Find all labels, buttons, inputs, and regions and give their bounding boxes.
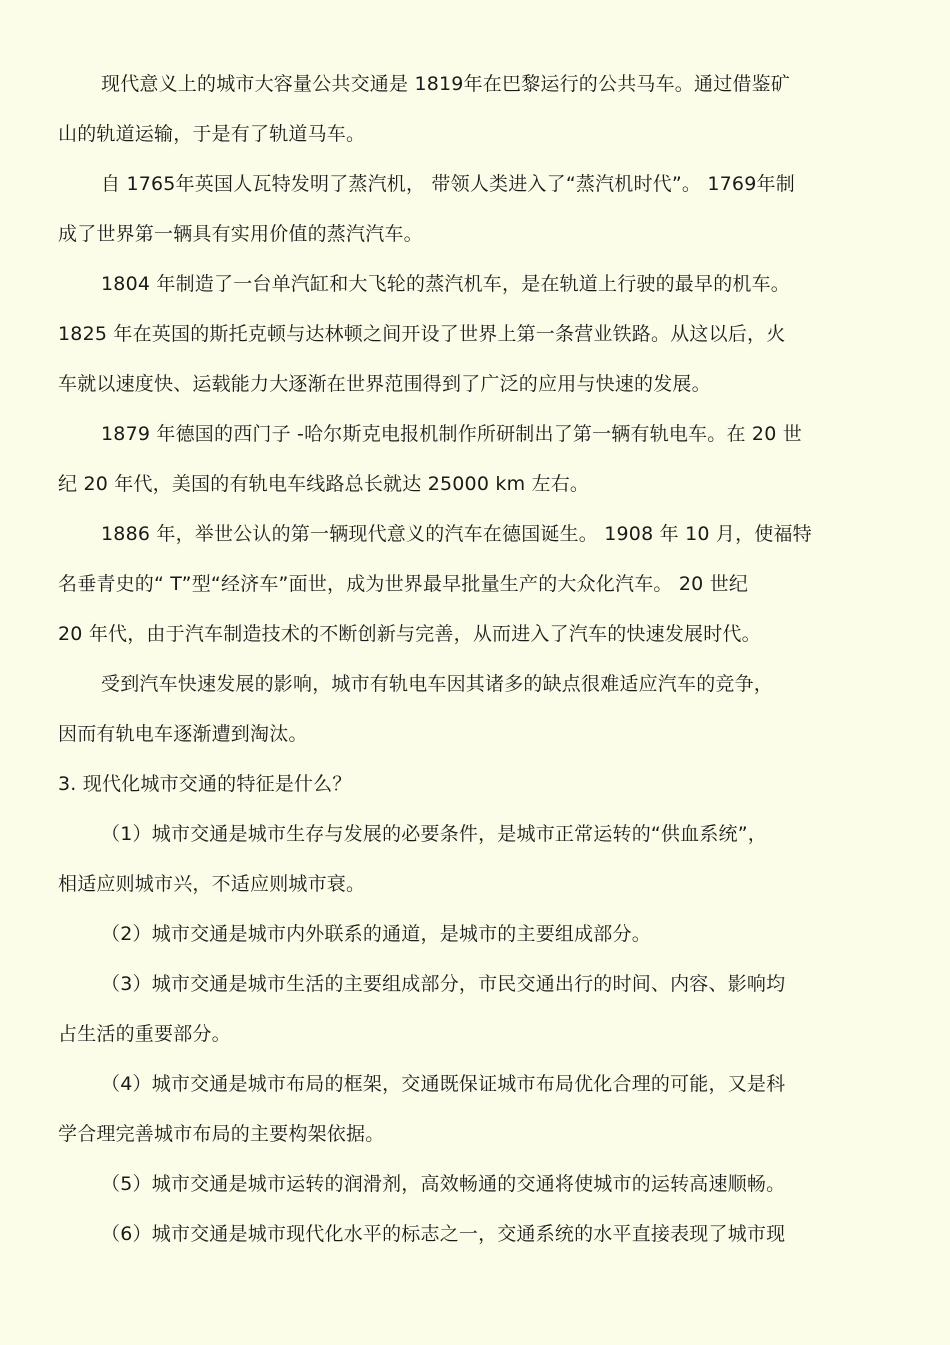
text-line: （4）城市交通是城市布局的框架，交通既保证城市布局优化合理的可能，又是科	[101, 1073, 786, 1095]
text-line: 名垂青史的“ T”型“经济车”面世，成为世界最早批量生产的大众化汽车。 20 世纪	[58, 573, 749, 595]
text-line: 因而有轨电车逐渐遭到淘汰。	[58, 723, 308, 745]
section-heading: 3. 现代化城市交通的特征是什么？	[58, 773, 352, 795]
text-line: （3）城市交通是城市生活的主要组成部分，市民交通出行的时间、内容、影响均	[101, 973, 786, 995]
text-line: 学合理完善城市布局的主要构架依据。	[58, 1123, 385, 1145]
text-line: 自 1765年英国人瓦特发明了蒸汽机， 带领人类进入了“蒸汽机时代”。 1769年制	[101, 173, 795, 195]
text-line: 成了世界第一辆具有实用价值的蒸汽汽车。	[58, 223, 423, 245]
text-line: 1825 年在英国的斯托克顿与达林顿之间开设了世界上第一条营业铁路。从这以后，火	[58, 323, 786, 345]
text-line: 1879 年德国的西门子 -哈尔斯克电报机制作所研制出了第一辆有轨电车。在 20 世	[101, 423, 802, 445]
text-line: 20 年代，由于汽车制造技术的不断创新与完善，从而进入了汽车的快速发展时代。	[58, 623, 761, 645]
text-line: 1886 年，举世公认的第一辆现代意义的汽车在德国诞生。 1908 年 10 月，使福特	[101, 523, 812, 545]
text-line: 1804 年制造了一台单汽缸和大飞轮的蒸汽机车，是在轨道上行驶的最早的机车。	[101, 273, 790, 295]
text-line: （5）城市交通是城市运转的润滑剂，高效畅通的交通将使城市的运转高速顺畅。	[101, 1173, 786, 1195]
text-line: 受到汽车快速发展的影响，城市有轨电车因其诸多的缺点很难适应汽车的竞争，	[101, 673, 774, 695]
text-line: 相适应则城市兴，不适应则城市衰。	[58, 873, 366, 895]
text-line: （1）城市交通是城市生存与发展的必要条件，是城市正常运转的“供血系统”，	[101, 823, 767, 845]
text-line: 车就以速度快、运载能力大逐渐在世界范围得到了广泛的应用与快速的发展。	[58, 373, 711, 395]
text-line: （2）城市交通是城市内外联系的通道，是城市的主要组成部分。	[101, 923, 651, 945]
text-line: 占生活的重要部分。	[58, 1023, 231, 1045]
text-line: 纪 20 年代，美国的有轨电车线路总长就达 25000 km 左右。	[58, 473, 590, 495]
text-line: 现代意义上的城市大容量公共交通是 1819年在巴黎运行的公共马车。通过借鉴矿	[101, 73, 790, 95]
text-line: 山的轨道运输，于是有了轨道马车。	[58, 123, 366, 145]
text-line: （6）城市交通是城市现代化水平的标志之一，交通系统的水平直接表现了城市现	[101, 1223, 786, 1245]
